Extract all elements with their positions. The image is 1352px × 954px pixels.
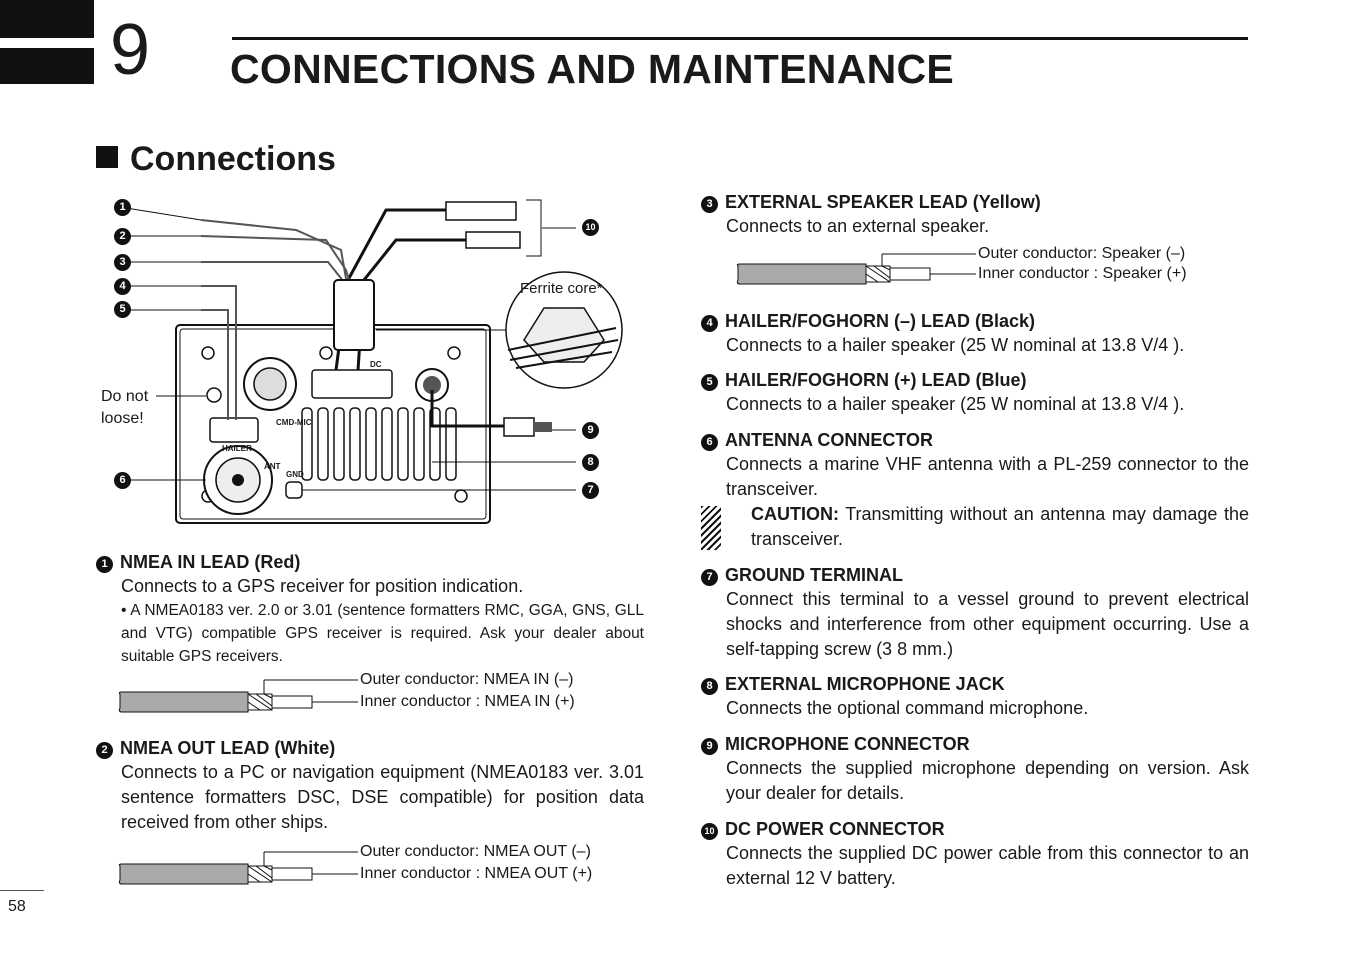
item-number: 2 [96,742,113,759]
callout-9: 9 [582,422,599,439]
item-dc-power [701,817,1249,891]
callout-2: 2 [114,228,131,245]
item-body: Connects to an external speaker. [726,216,990,236]
chapter-title: CONNECTIONS AND MAINTENANCE [230,46,955,92]
item-ext-speaker [701,190,1249,239]
hailer-panel-label: HAILER [222,444,252,453]
chapter-tab-bar-bottom [0,48,94,84]
item-hailer-plus [701,368,1249,417]
item-heading: EXTERNAL MICROPHONE JACK [725,674,1005,694]
item-body: Connect this terminal to a vessel ground to prevent electrical shocks and interference from other equipment occurring. Use a self-tapping screw (3 8 mm.) [726,589,1249,659]
callout-8: 8 [582,454,599,471]
item-heading: ANTENNA CONNECTOR [725,430,934,450]
item-number: 3 [701,196,718,213]
item-heading: MICROPHONE CONNECTOR [725,734,970,754]
item-body: Connects to a PC or navigation equipment (NMEA0183 ver. 3.01 sentence formatters DSC, DSE compatible) for position data received from other ships. [121,762,644,832]
item-heading: DC POWER CONNECTOR [725,819,945,839]
callout-6: 6 [114,472,131,489]
item-ground-terminal [701,563,1249,662]
cable-icon [736,244,981,290]
item-body: Connects the supplied microphone depending on version. Ask your dealer for details. [726,758,1249,803]
caution-note [701,502,1249,552]
caution-label: CAUTION: [751,504,839,524]
item-number: 6 [701,434,718,451]
item-heading: HAILER/FOGHORN (+) LEAD (Blue) [725,370,1027,390]
section-square-icon [96,146,118,168]
item-number: 9 [701,738,718,755]
ant-panel-label: ANT [264,462,281,471]
caution-hatch-icon [701,506,721,550]
item-heading: NMEA IN LEAD (Red) [120,552,301,572]
page-number: 58 [8,898,26,915]
do-not-loose-label: Do not loose! [101,388,149,427]
cable-nmea-in [118,668,638,720]
item-number: 10 [701,823,718,840]
cable-icon [118,668,368,720]
item-nmea-out [96,736,644,835]
item-heading: EXTERNAL SPEAKER LEAD (Yellow) [725,192,1041,212]
outer-conductor-label: Outer conductor: Speaker (–) [978,245,1186,262]
item-heading: NMEA OUT LEAD (White) [120,738,336,758]
dc-panel-label: DC [370,360,382,369]
callout-10: 10 [582,219,599,236]
item-body: Connects to a GPS receiver for position indication. [121,576,524,596]
item-heading: GROUND TERMINAL [725,565,903,585]
cmd-mic-panel-label: CMD-MIC [276,418,312,427]
item-body: Connects to a hailer speaker (25 W nominal at 13.8 V/4 ). [726,335,1185,355]
item-bullet: • A NMEA0183 ver. 2.0 or 3.01 (sentence formatters RMC, GGA, GNS, GLL and VTG) compatible GPS receiver is required. Ask your dealer about suitable GPS receivers. [121,602,644,665]
cable-nmea-out [118,840,638,892]
item-body: Connects to a hailer speaker (25 W nominal at 13.8 V/4 ). [726,394,1185,414]
section-title: Connections [130,140,336,178]
item-number: 8 [701,678,718,695]
item-number: 1 [96,556,113,573]
item-number: 5 [701,374,718,391]
page-number-rule [0,890,44,891]
item-mic-connector [701,732,1249,806]
caution-text: Transmitting without an antenna may damage the transceiver. [751,504,1249,549]
inner-conductor-label: Inner conductor : NMEA OUT (+) [360,865,593,882]
ferrite-core-label: Ferrite core* [520,280,603,297]
outer-conductor-label: Outer conductor: NMEA IN (–) [360,671,574,688]
callout-3: 3 [114,254,131,271]
item-number: 4 [701,315,718,332]
chapter-tab-bar-top [0,0,94,38]
cable-icon [118,840,368,892]
cable-speaker [736,244,1236,290]
item-ext-mic-jack [701,672,1249,721]
inner-conductor-label: Inner conductor : Speaker (+) [978,265,1187,282]
callout-7: 7 [582,482,599,499]
item-body: Connects the supplied DC power cable from this connector to an external 12 V battery. [726,843,1249,888]
item-heading: HAILER/FOGHORN (–) LEAD (Black) [725,311,1036,331]
item-nmea-in [96,550,644,668]
callout-4: 4 [114,278,131,295]
callout-1: 1 [114,199,131,216]
item-antenna-connector [701,428,1249,552]
callout-5: 5 [114,301,131,318]
outer-conductor-label: Outer conductor: NMEA OUT (–) [360,843,591,860]
item-hailer-minus [701,309,1249,358]
section-heading [96,140,336,179]
gnd-panel-label: GND [286,470,304,479]
item-number: 7 [701,569,718,586]
item-body: Connects a marine VHF antenna with a PL-259 connector to the transceiver. [726,454,1249,499]
chapter-number: 9 [110,10,151,90]
header-rule [232,37,1248,40]
item-body: Connects the optional command microphone. [726,698,1089,718]
inner-conductor-label: Inner conductor : NMEA IN (+) [360,693,575,710]
